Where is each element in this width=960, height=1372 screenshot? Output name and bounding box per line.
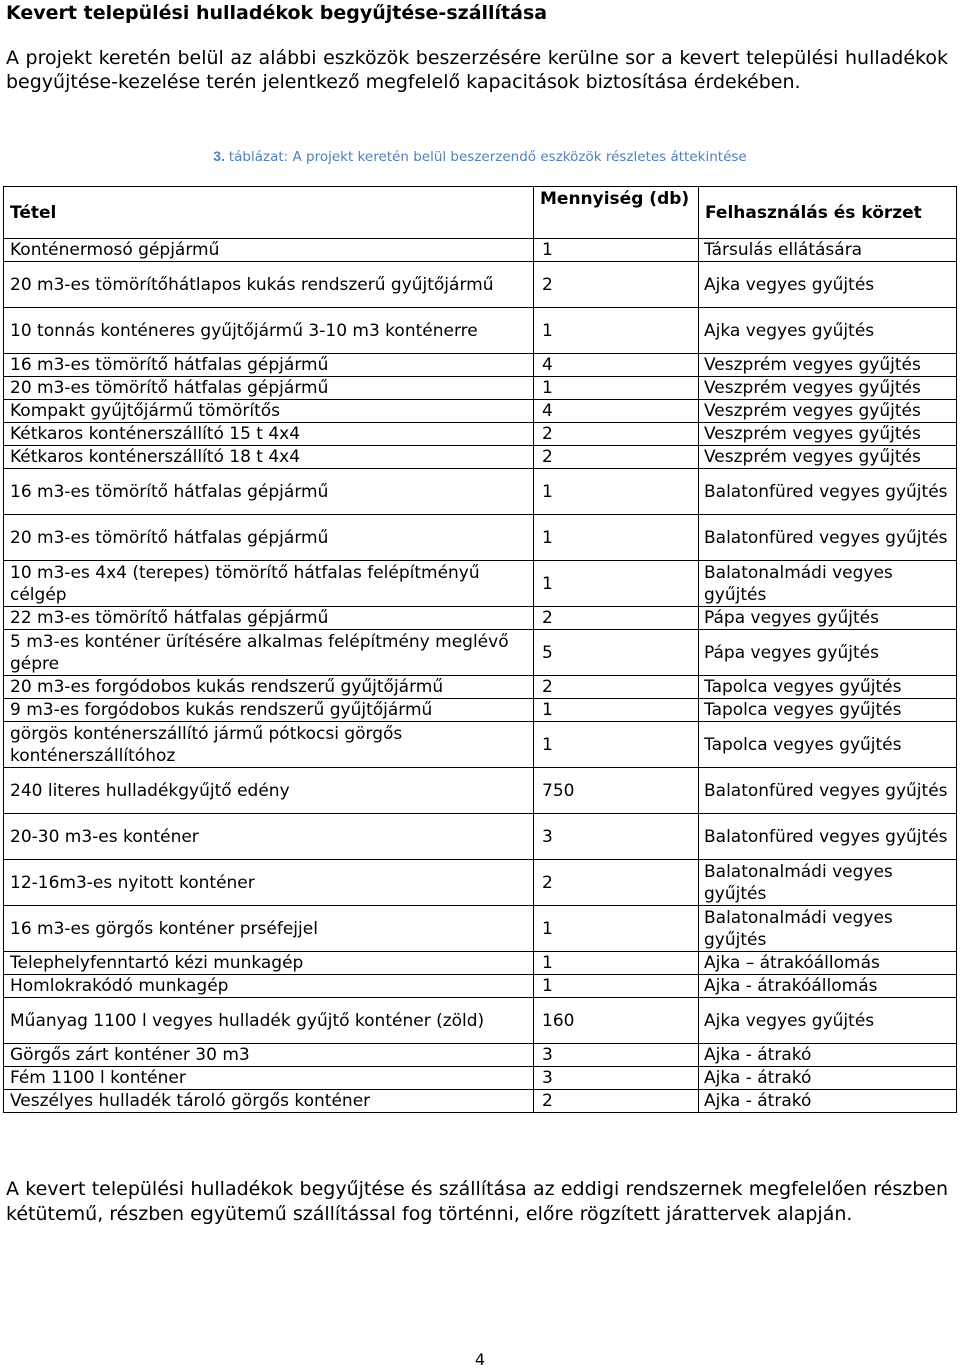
cell-usage: Pápa vegyes gyűjtés bbox=[699, 630, 957, 676]
cell-usage: Balatonfüred vegyes gyűjtés bbox=[699, 814, 957, 860]
cell-item: 20 m3-es tömörítőhátlapos kukás rendszerű gyűjtőjármű bbox=[4, 262, 534, 308]
table-row bbox=[4, 699, 957, 722]
cell-quantity: 4 bbox=[534, 354, 699, 377]
table-row bbox=[4, 860, 957, 906]
table-row bbox=[4, 1044, 957, 1067]
table-row bbox=[4, 515, 957, 561]
cell-quantity: 1 bbox=[534, 952, 699, 975]
cell-quantity: 2 bbox=[534, 1090, 699, 1113]
cell-quantity: 160 bbox=[534, 998, 699, 1044]
cell-quantity: 3 bbox=[534, 1044, 699, 1067]
cell-usage: Tapolca vegyes gyűjtés bbox=[699, 699, 957, 722]
cell-quantity: 1 bbox=[534, 699, 699, 722]
table-row bbox=[4, 814, 957, 860]
cell-item: Görgős zárt konténer 30 m3 bbox=[4, 1044, 534, 1067]
table-row bbox=[4, 607, 957, 630]
cell-item: Műanyag 1100 l vegyes hulladék gyűjtő konténer (zöld) bbox=[4, 998, 534, 1044]
header-item: Tétel bbox=[4, 187, 534, 239]
cell-usage: Balatonalmádi vegyes gyűjtés bbox=[699, 860, 957, 906]
cell-quantity: 1 bbox=[534, 515, 699, 561]
cell-item: Homlokrakódó munkagép bbox=[4, 975, 534, 998]
cell-item: Veszélyes hulladék tároló görgős konténer bbox=[4, 1090, 534, 1113]
cell-item: Konténermosó gépjármű bbox=[4, 239, 534, 262]
cell-usage: Balatonalmádi vegyes gyűjtés bbox=[699, 906, 957, 952]
cell-item: 240 literes hulladékgyűjtő edény bbox=[4, 768, 534, 814]
cell-item: 16 m3-es görgős konténer prséfejjel bbox=[4, 906, 534, 952]
page-number: 4 bbox=[474, 1350, 486, 1369]
table-row bbox=[4, 1067, 957, 1090]
cell-usage: Veszprém vegyes gyűjtés bbox=[699, 400, 957, 423]
cell-quantity: 2 bbox=[534, 446, 699, 469]
cell-quantity: 2 bbox=[534, 676, 699, 699]
closing-paragraph: A kevert települési hulladékok begyűjtése és szállítása az eddigi rendszernek megfelelően részben kétütemű, részben együtemű szállítással fog történni, előre rögzített járattervek alapján. bbox=[6, 1178, 948, 1225]
cell-usage: Balatonfüred vegyes gyűjtés bbox=[699, 469, 957, 515]
table-row bbox=[4, 377, 957, 400]
caption-text: táblázat: A projekt keretén belül beszerzendő eszközök részletes áttekintése bbox=[228, 149, 747, 165]
table-row bbox=[4, 768, 957, 814]
table-header-row bbox=[4, 187, 957, 239]
table-row bbox=[4, 446, 957, 469]
cell-quantity: 5 bbox=[534, 630, 699, 676]
cell-quantity: 1 bbox=[534, 906, 699, 952]
table-row bbox=[4, 1090, 957, 1113]
table-row bbox=[4, 423, 957, 446]
cell-quantity: 2 bbox=[534, 423, 699, 446]
table-row bbox=[4, 469, 957, 515]
cell-quantity: 1 bbox=[534, 377, 699, 400]
cell-usage: Tapolca vegyes gyűjtés bbox=[699, 676, 957, 699]
table-row bbox=[4, 906, 957, 952]
cell-item: Fém 1100 l konténer bbox=[4, 1067, 534, 1090]
cell-item: 20 m3-es tömörítő hátfalas gépjármű bbox=[4, 515, 534, 561]
table-row bbox=[4, 952, 957, 975]
caption-number: 3. bbox=[213, 148, 225, 164]
table-row bbox=[4, 722, 957, 768]
table-row bbox=[4, 998, 957, 1044]
cell-quantity: 3 bbox=[534, 1067, 699, 1090]
cell-usage: Veszprém vegyes gyűjtés bbox=[699, 377, 957, 400]
table-row bbox=[4, 975, 957, 998]
table-row bbox=[4, 354, 957, 377]
cell-item: 10 tonnás konténeres gyűjtőjármű 3-10 m3 konténerre bbox=[4, 308, 534, 354]
cell-usage: Ajka vegyes gyűjtés bbox=[699, 998, 957, 1044]
cell-item: görgös konténerszállító jármű pótkocsi görgős konténerszállítóhoz bbox=[4, 722, 534, 768]
table-row bbox=[4, 239, 957, 262]
page-heading: Kevert települési hulladékok begyűjtése-szállítása bbox=[6, 2, 548, 24]
cell-quantity: 1 bbox=[534, 469, 699, 515]
cell-item: 20 m3-es forgódobos kukás rendszerű gyűjtőjármű bbox=[4, 676, 534, 699]
cell-item: 16 m3-es tömörítő hátfalas gépjármű bbox=[4, 469, 534, 515]
cell-usage: Ajka - átrakóállomás bbox=[699, 975, 957, 998]
cell-item: 12-16m3-es nyitott konténer bbox=[4, 860, 534, 906]
cell-usage: Társulás ellátására bbox=[699, 239, 957, 262]
cell-usage: Ajka – átrakóállomás bbox=[699, 952, 957, 975]
cell-usage: Ajka - átrakó bbox=[699, 1044, 957, 1067]
cell-usage: Ajka vegyes gyűjtés bbox=[699, 308, 957, 354]
cell-usage: Veszprém vegyes gyűjtés bbox=[699, 423, 957, 446]
cell-usage: Veszprém vegyes gyűjtés bbox=[699, 354, 957, 377]
cell-item: 5 m3-es konténer ürítésére alkalmas felépítmény meglévő gépre bbox=[4, 630, 534, 676]
cell-usage: Ajka - átrakó bbox=[699, 1067, 957, 1090]
cell-usage: Ajka vegyes gyűjtés bbox=[699, 262, 957, 308]
table-caption bbox=[0, 146, 960, 167]
cell-quantity: 1 bbox=[534, 308, 699, 354]
header-usage: Felhasználás és körzet bbox=[699, 187, 957, 239]
table-row bbox=[4, 400, 957, 423]
cell-quantity: 4 bbox=[534, 400, 699, 423]
cell-item: 20 m3-es tömörítő hátfalas gépjármű bbox=[4, 377, 534, 400]
cell-quantity: 2 bbox=[534, 607, 699, 630]
table-row bbox=[4, 308, 957, 354]
cell-usage: Veszprém vegyes gyűjtés bbox=[699, 446, 957, 469]
cell-usage: Pápa vegyes gyűjtés bbox=[699, 607, 957, 630]
table-row bbox=[4, 561, 957, 607]
cell-item: 16 m3-es tömörítő hátfalas gépjármű bbox=[4, 354, 534, 377]
cell-item: Kompakt gyűjtőjármű tömörítős bbox=[4, 400, 534, 423]
table-row bbox=[4, 630, 957, 676]
header-quantity: Mennyiség (db) bbox=[534, 187, 699, 239]
cell-quantity: 1 bbox=[534, 722, 699, 768]
cell-quantity: 3 bbox=[534, 814, 699, 860]
cell-item: 10 m3-es 4x4 (terepes) tömörítő hátfalas felépítményű célgép bbox=[4, 561, 534, 607]
cell-usage: Tapolca vegyes gyűjtés bbox=[699, 722, 957, 768]
cell-item: Telephelyfenntartó kézi munkagép bbox=[4, 952, 534, 975]
intro-paragraph: A projekt keretén belül az alábbi eszközök beszerzésére kerülne sor a kevert települési hulladékok begyűjtése-kezelése terén jelentkező megfelelő kapacitások biztosítása érdekében. bbox=[6, 47, 948, 93]
table-row bbox=[4, 676, 957, 699]
table-row bbox=[4, 262, 957, 308]
cell-quantity: 1 bbox=[534, 239, 699, 262]
table-body bbox=[4, 239, 957, 1113]
cell-quantity: 1 bbox=[534, 975, 699, 998]
cell-quantity: 1 bbox=[534, 561, 699, 607]
cell-usage: Balatonfüred vegyes gyűjtés bbox=[699, 515, 957, 561]
cell-quantity: 750 bbox=[534, 768, 699, 814]
cell-item: 20-30 m3-es konténer bbox=[4, 814, 534, 860]
cell-quantity: 2 bbox=[534, 262, 699, 308]
cell-item: Kétkaros konténerszállító 15 t 4x4 bbox=[4, 423, 534, 446]
cell-usage: Balatonalmádi vegyes gyűjtés bbox=[699, 561, 957, 607]
cell-item: 22 m3-es tömörítő hátfalas gépjármű bbox=[4, 607, 534, 630]
cell-item: 9 m3-es forgódobos kukás rendszerű gyűjtőjármű bbox=[4, 699, 534, 722]
cell-usage: Balatonfüred vegyes gyűjtés bbox=[699, 768, 957, 814]
cell-usage: Ajka - átrakó bbox=[699, 1090, 957, 1113]
cell-item: Kétkaros konténerszállító 18 t 4x4 bbox=[4, 446, 534, 469]
cell-quantity: 2 bbox=[534, 860, 699, 906]
equipment-table bbox=[3, 186, 957, 1113]
